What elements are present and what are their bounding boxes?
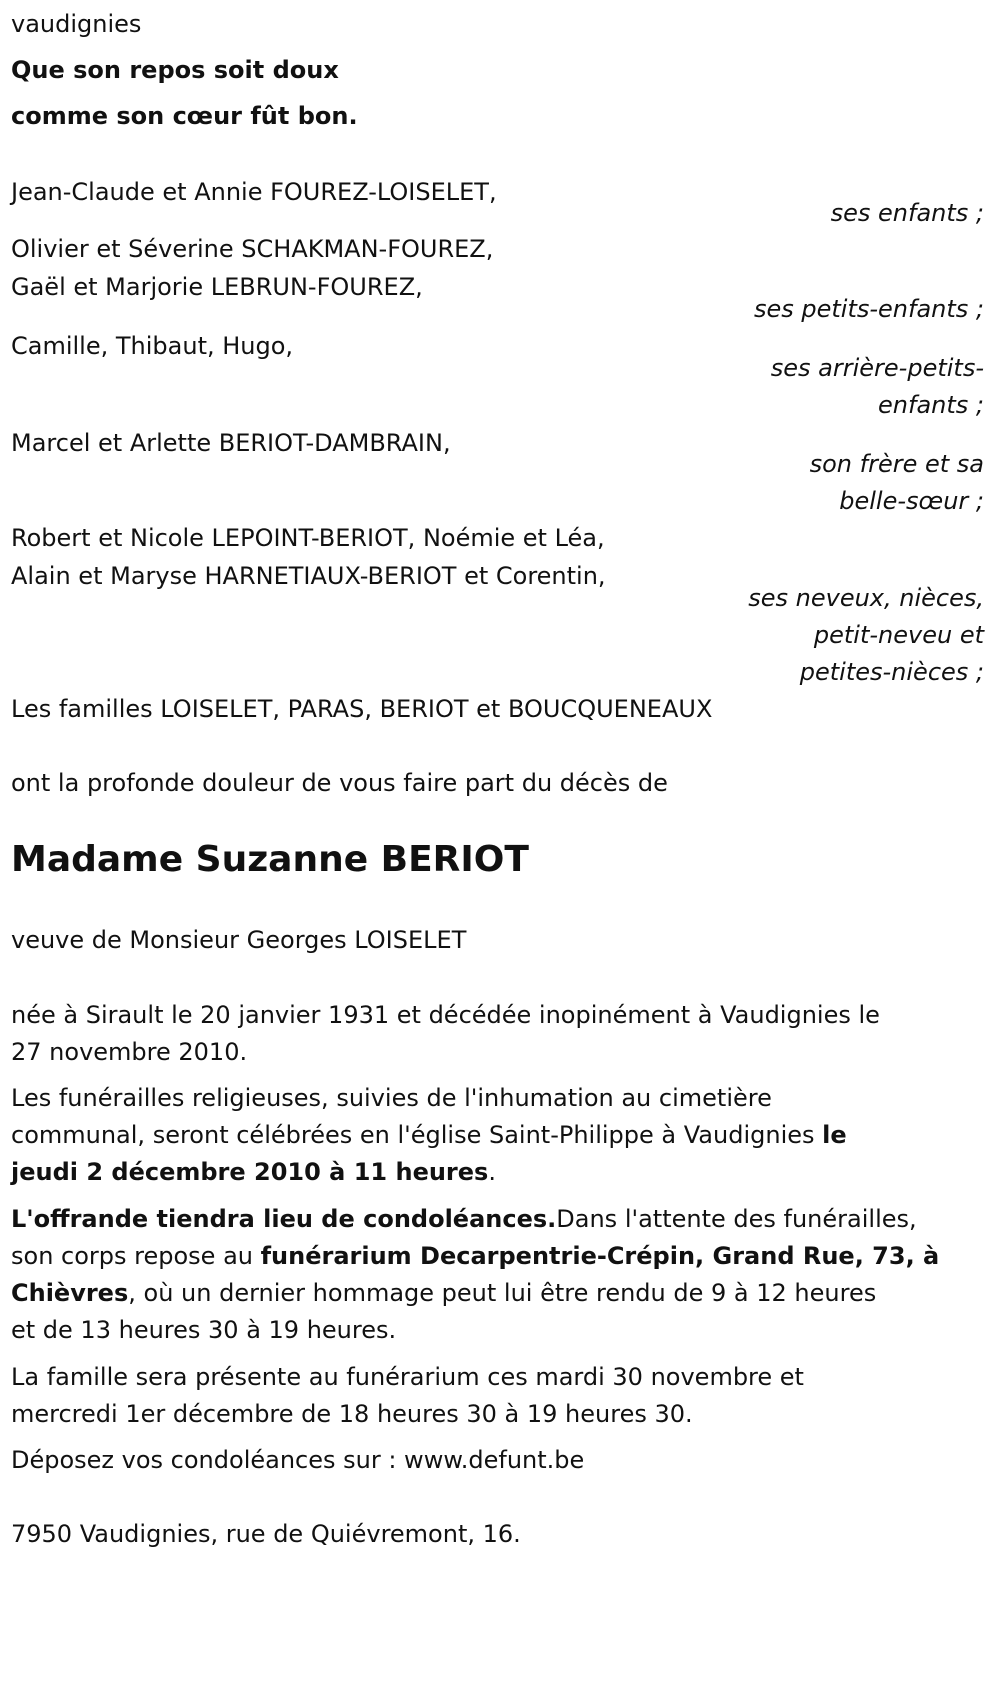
grandchildren-role: ses petits-enfants ; bbox=[753, 295, 984, 323]
offering-line-3 bbox=[11, 1274, 876, 1312]
children-role: ses enfants ; bbox=[830, 199, 984, 227]
great-grandchildren-role-2: enfants ; bbox=[878, 391, 984, 419]
epitaph-line-2: comme son cœur fût bon. bbox=[11, 102, 358, 130]
sibling-role-2: belle-sœur ; bbox=[839, 487, 984, 515]
grandchildren-names-1: Olivier et Séverine SCHAKMAN-FOUREZ, bbox=[11, 235, 494, 263]
place-header: vaudignies bbox=[11, 10, 142, 38]
funeral-line-2-text: communal, seront célébrées en l'église Saint-Philippe à Vaudignies bbox=[11, 1121, 823, 1149]
funeral-line-2 bbox=[11, 1116, 847, 1154]
sibling-role-1: son frère et sa bbox=[809, 450, 984, 478]
great-grandchildren-role-1: ses arrière-petits- bbox=[770, 354, 984, 382]
children-names: Jean-Claude et Annie FOUREZ-LOISELET, bbox=[11, 178, 497, 206]
nephews-names-1: Robert et Nicole LEPOINT-BERIOT, Noémie et Léa, bbox=[11, 524, 605, 552]
offering-line-2-text: son corps repose au bbox=[11, 1242, 261, 1270]
offering-line-3-rest: , où un dernier hommage peut lui être rendu de 9 à 12 heures bbox=[128, 1279, 877, 1307]
funeral-date-time: jeudi 2 décembre 2010 à 11 heures bbox=[11, 1158, 489, 1186]
epitaph-line-1: Que son repos soit doux bbox=[11, 56, 339, 84]
widow-of-line: veuve de Monsieur Georges LOISELET bbox=[11, 926, 467, 954]
offering-line-4: et de 13 heures 30 à 19 heures. bbox=[11, 1316, 397, 1344]
nephews-role-1: ses neveux, nièces, bbox=[748, 584, 984, 612]
birth-death-line-2: 27 novembre 2010. bbox=[11, 1038, 248, 1066]
funeral-line-3 bbox=[11, 1153, 496, 1191]
great-grandchildren-names: Camille, Thibaut, Hugo, bbox=[11, 332, 294, 360]
funerarium-address: funérarium Decarpentrie-Crépin, Grand Rue, 73, à bbox=[260, 1242, 940, 1270]
offering-line-1 bbox=[11, 1200, 917, 1238]
offering-line-1-rest: Dans l'attente des funérailles, bbox=[556, 1205, 917, 1233]
families-line: Les familles LOISELET, PARAS, BERIOT et BOUCQUENEAUX bbox=[11, 695, 713, 723]
deceased-name: Madame Suzanne BERIOT bbox=[11, 839, 529, 880]
address-line: 7950 Vaudignies, rue de Quiévremont, 16. bbox=[11, 1520, 521, 1548]
birth-death-line-1: née à Sirault le 20 janvier 1931 et décédée inopinément à Vaudignies le bbox=[11, 1001, 880, 1029]
funeral-line-1: Les funérailles religieuses, suivies de l'inhumation au cimetière bbox=[11, 1084, 772, 1112]
nephews-names-2: Alain et Maryse HARNETIAUX-BERIOT et Corentin, bbox=[11, 562, 606, 590]
family-presence-line-1: La famille sera présente au funérarium ces mardi 30 novembre et bbox=[11, 1363, 804, 1391]
condolences-line: Déposez vos condoléances sur : www.defunt.be bbox=[11, 1446, 585, 1474]
nephews-role-2: petit-neveu et bbox=[813, 621, 984, 649]
funerarium-town: Chièvres bbox=[11, 1279, 129, 1307]
funeral-line-2-bold: le bbox=[822, 1121, 847, 1149]
nephews-role-3: petites-nièces ; bbox=[799, 658, 984, 686]
family-presence-line-2: mercredi 1er décembre de 18 heures 30 à 19 heures 30. bbox=[11, 1400, 693, 1428]
sibling-names: Marcel et Arlette BERIOT-DAMBRAIN, bbox=[11, 429, 451, 457]
announcement-line: ont la profonde douleur de vous faire part du décès de bbox=[11, 769, 668, 797]
offering-intro: L'offrande tiendra lieu de condoléances. bbox=[11, 1205, 557, 1233]
offering-line-2 bbox=[11, 1237, 939, 1275]
grandchildren-names-2: Gaël et Marjorie LEBRUN-FOUREZ, bbox=[11, 273, 423, 301]
funeral-line-3-end: . bbox=[488, 1158, 496, 1186]
